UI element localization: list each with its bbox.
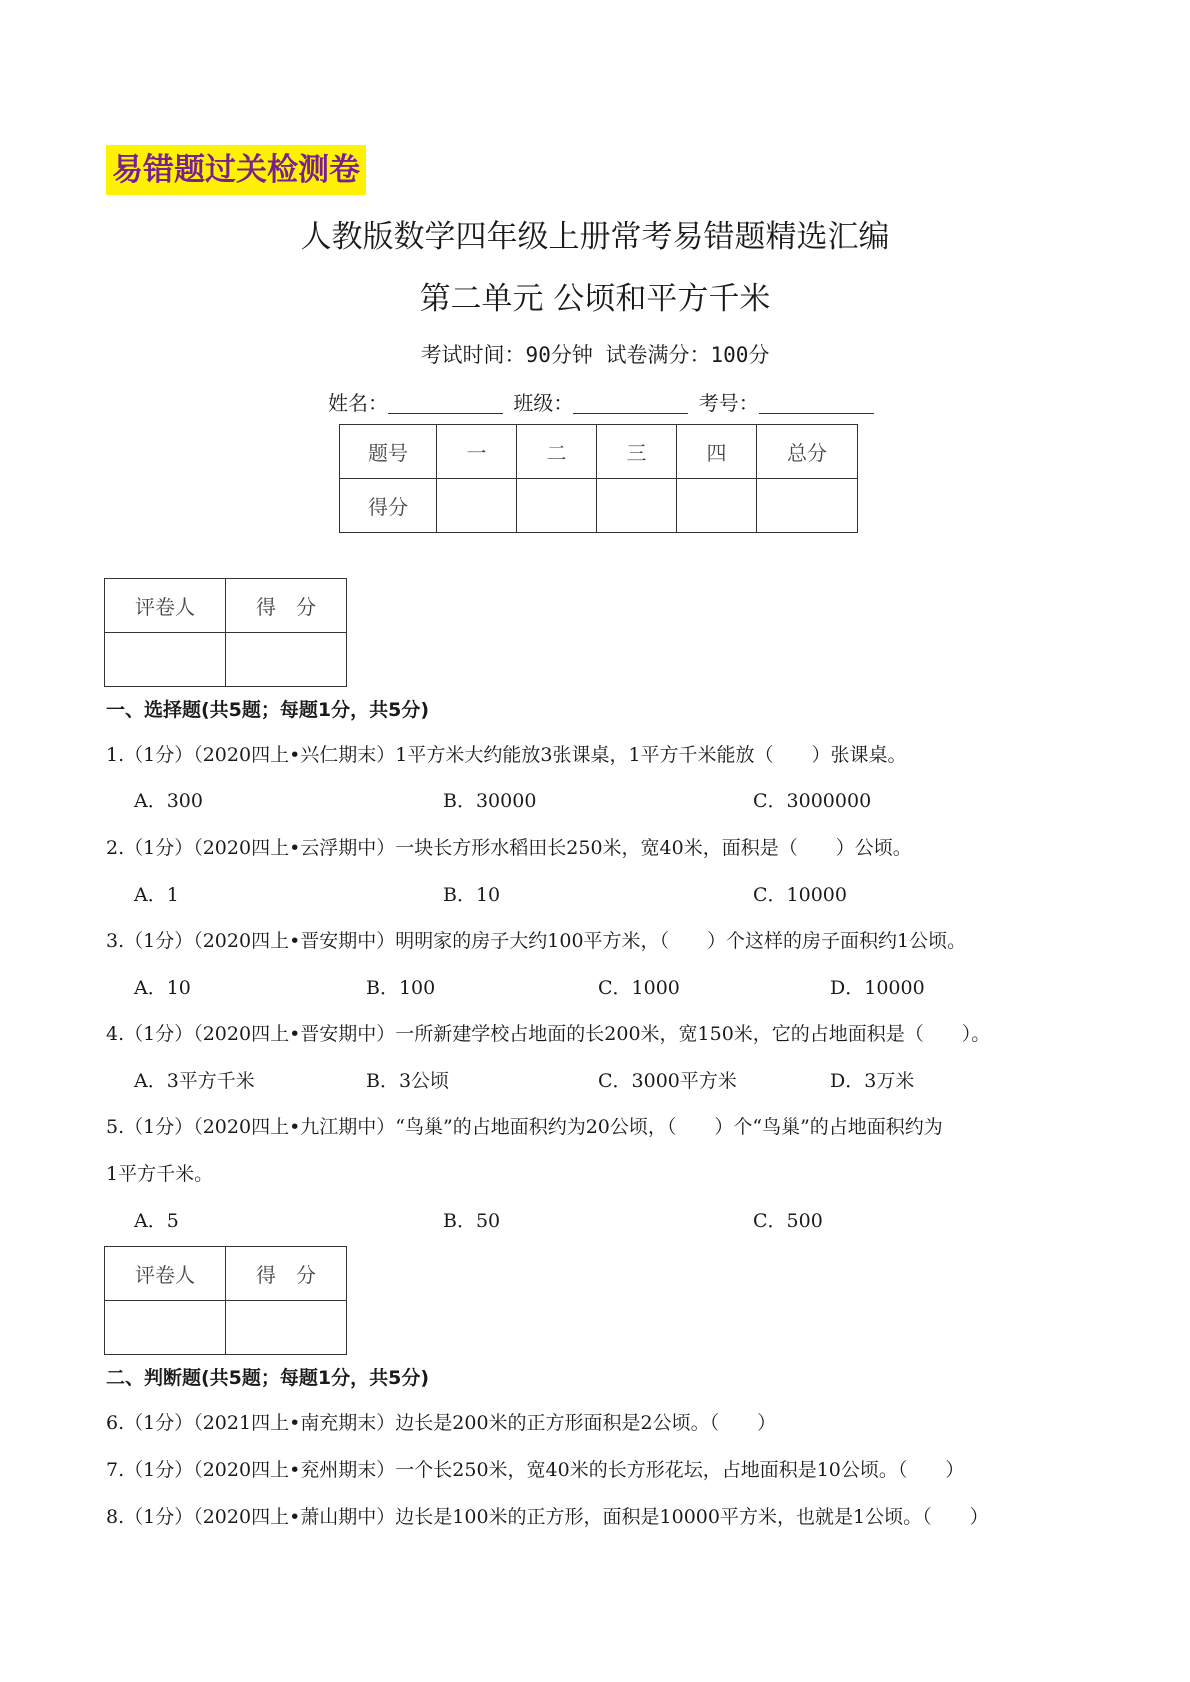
number-blank[interactable] [759, 393, 874, 414]
page-subtitle: 第二单元 公顷和平方千米 [419, 281, 771, 317]
option-c[interactable]: C．1000 [598, 977, 680, 999]
grader-score-cell[interactable] [226, 1301, 347, 1355]
section-title: 一、选择题(共5题；每题1分，共5分) [106, 699, 430, 721]
score-cell[interactable] [757, 479, 858, 533]
exam-info: 考试时间：90分钟 试卷满分：100分 [420, 343, 770, 367]
option-d[interactable]: D．10000 [830, 977, 925, 999]
question-text: 3.（1分）（2020四上•晋安期中）明明家的房子大约100平方米，（ ）个这样的房子面积约1公顷。 [106, 930, 967, 952]
option-d[interactable]: D．3万米 [830, 1070, 915, 1092]
name-label: 姓名： [328, 391, 388, 415]
option-c[interactable]: C．500 [753, 1210, 823, 1232]
exam-type-badge: 易错题过关检测卷 [106, 145, 366, 195]
class-label: 班级： [513, 391, 574, 415]
option-a[interactable]: A．1 [134, 884, 179, 906]
class-blank[interactable] [573, 393, 688, 414]
score-table-score-row [340, 479, 858, 533]
score-cell[interactable] [517, 479, 597, 533]
score-cell[interactable] [437, 479, 517, 533]
section-title: 二、判断题(共5题；每题1分，共5分) [106, 1367, 430, 1389]
reviewer-cell[interactable] [105, 1301, 226, 1355]
score-header-cell: 一 [437, 425, 517, 479]
page-title: 人教版数学四年级上册常考易错题精选汇编 [300, 219, 890, 255]
option-c[interactable]: C．10000 [753, 884, 847, 906]
score-row-label: 得分 [340, 479, 437, 533]
option-c[interactable]: C．3000000 [753, 790, 872, 812]
option-a[interactable]: A．10 [134, 977, 191, 999]
reviewer-label: 评卷人 [105, 1247, 226, 1301]
score-label: 得 分 [226, 1247, 347, 1301]
grader-score-cell[interactable] [226, 633, 347, 687]
option-a[interactable]: A．5 [134, 1210, 179, 1232]
reviewer-label: 评卷人 [105, 579, 226, 633]
grader-box [104, 1246, 347, 1355]
student-info-line [328, 388, 878, 418]
option-b[interactable]: B．3公顷 [366, 1070, 450, 1092]
option-b[interactable]: B．50 [443, 1210, 501, 1232]
question-text: 8.（1分）（2020四上•萧山期中）边长是100米的正方形，面积是10000平方米，也就是1公顷。（ ） [106, 1506, 989, 1528]
question-text: 2.（1分）（2020四上•云浮期中）一块长方形水稻田长250米，宽40米，面积是（ ）公顷。 [106, 837, 912, 859]
question-text: 4.（1分）（2020四上•晋安期中）一所新建学校占地面的长200米，宽150米，它的占地面积是（ ）。 [106, 1023, 991, 1045]
question-text: 5.（1分）（2020四上•九江期中）“鸟巢”的占地面积约为20公顷，（ ）个“鸟巢”的占地面积约为 [106, 1116, 943, 1138]
grader-box [104, 578, 347, 687]
score-table-header-row [340, 425, 858, 479]
score-cell[interactable] [677, 479, 757, 533]
score-header-cell: 二 [517, 425, 597, 479]
question-text: 7.（1分）（2020四上•兖州期末）一个长250米，宽40米的长方形花坛，占地面积是10公顷。（ ） [106, 1459, 965, 1481]
reviewer-cell[interactable] [105, 633, 226, 687]
number-label: 考号： [698, 391, 759, 415]
option-b[interactable]: B．100 [366, 977, 436, 999]
score-header-cell: 四 [677, 425, 757, 479]
option-a[interactable]: A．3平方千米 [134, 1070, 255, 1092]
option-c[interactable]: C．3000平方米 [598, 1070, 737, 1092]
score-table [339, 424, 858, 533]
score-cell[interactable] [597, 479, 677, 533]
question-text: 6.（1分）（2021四上•南充期末）边长是200米的正方形面积是2公顷。（ ） [106, 1412, 777, 1434]
option-b[interactable]: B．10 [443, 884, 501, 906]
question-text-continued: 1平方千米。 [106, 1163, 214, 1185]
score-header-cell: 三 [597, 425, 677, 479]
score-header-cell: 总分 [757, 425, 858, 479]
question-text: 1.（1分）（2020四上•兴仁期末）1平方米大约能放3张课桌，1平方千米能放（ ）张课桌。 [106, 744, 907, 766]
score-label: 得 分 [226, 579, 347, 633]
score-header-cell: 题号 [340, 425, 437, 479]
option-b[interactable]: B．30000 [443, 790, 537, 812]
name-blank[interactable] [388, 393, 503, 414]
option-a[interactable]: A．300 [134, 790, 203, 812]
